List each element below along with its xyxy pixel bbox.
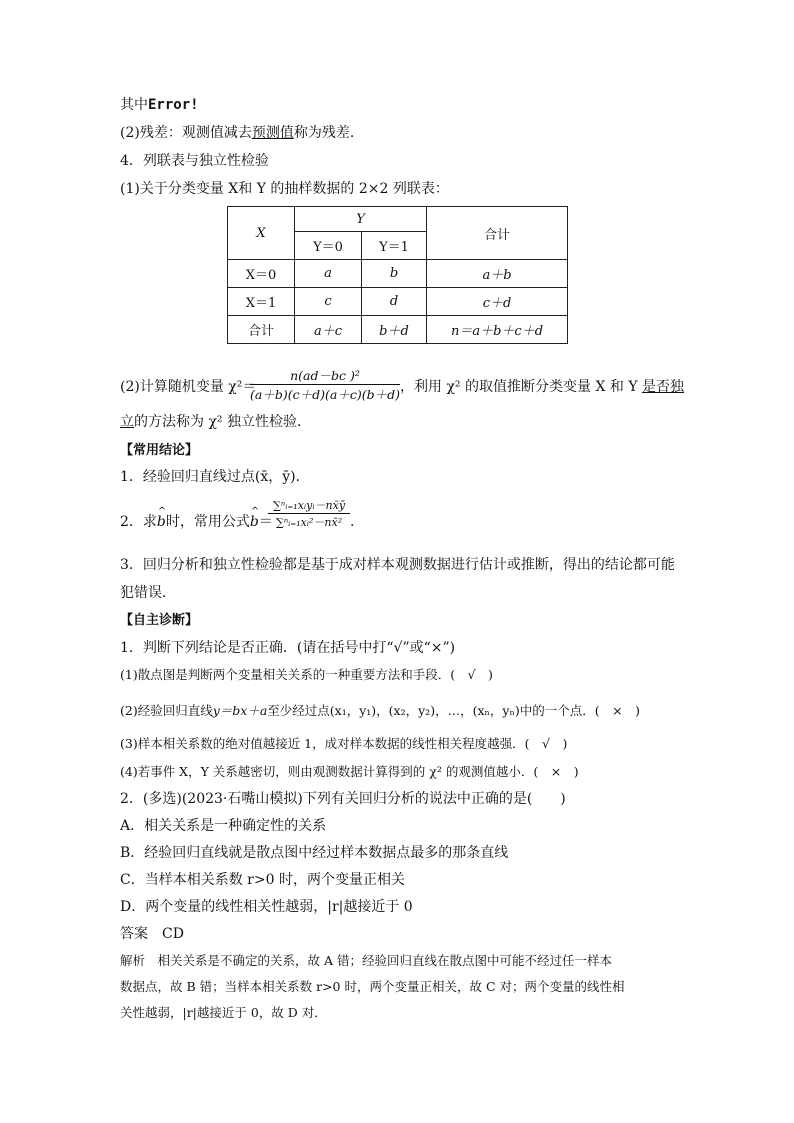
table-row: [228, 288, 568, 316]
common-item-2: [120, 512, 273, 532]
intro-line-2: [120, 123, 364, 143]
question-2: 2．(多选)(2023·石嘴山模拟)下列有关回归分析的说法中正确的是( ): [120, 791, 566, 807]
row-label: X＝1: [228, 288, 295, 316]
table-y1: Y＝1: [362, 232, 427, 260]
cell: n＝a＋b＋c＋d: [427, 316, 568, 344]
cell: a: [295, 260, 362, 288]
common-2-prefix: 2．求: [120, 514, 157, 530]
chi-square-denominator: (a＋b)(c＋d)(a＋c)(b＋d): [250, 384, 400, 403]
table-row: [228, 260, 568, 288]
cell: a＋c: [295, 316, 362, 344]
judgment-2-suffix: 至少经过点(x₁，y₁)，(x₂，y₂)，…，(xₙ，yₙ)中的一个点．( × ): [267, 703, 640, 718]
intro-line-1: [120, 95, 199, 115]
option-d: D．两个变量的线性相关性越弱，|r|越接近于 0: [120, 899, 413, 915]
table-y-header: Y: [295, 207, 427, 232]
chi-square-line-suffix: [400, 377, 684, 397]
chi-square-line-2-text: 的方法称为 χ² 独立性检验．: [134, 414, 311, 430]
chi-square-fraction: [250, 366, 400, 403]
judgment-2: [120, 701, 640, 721]
common-item-3-line-1: 3．回归分析和独立性检验都是基于成对样本观测数据进行估计或推断，得出的结论都可能: [120, 557, 675, 573]
table-y0: Y＝0: [295, 232, 362, 260]
row-label: 合计: [228, 316, 295, 344]
error-text: Error!: [148, 97, 199, 113]
chi-square-line-2: [120, 412, 311, 432]
slope-fraction: [268, 497, 350, 530]
table-corner: X: [228, 207, 295, 260]
regression-formula: y＝bx＋a: [212, 703, 268, 718]
residual-text-2: 称为残差．: [293, 125, 364, 141]
question-1: 1．判断下列结论是否正确．(请在括号中打“√”或“×”): [120, 640, 456, 656]
common-2-end: .: [350, 514, 355, 530]
chi-square-suffix: ，利用 χ² 的取值推断分类变量 X 和 Y: [400, 379, 643, 395]
chi-square-numerator: n(ad－bc )²: [290, 368, 360, 383]
judgment-1: (1)散点图是判断两个变量相关关系的一种重要方法和手段．( √ ): [120, 667, 493, 682]
cell: a＋b: [427, 260, 568, 288]
residual-text-1: (2)残差：观测值减去: [120, 125, 252, 141]
common-item-3-line-2: 犯错误．: [120, 585, 176, 601]
option-a: A．相关关系是一种确定性的关系: [120, 818, 327, 834]
common-item-1: 1．经验回归直线过点(x̄，ȳ)．: [120, 469, 310, 485]
slope-numerator: ∑ⁿᵢ₌₁xᵢyᵢ－nx̄ȳ: [272, 499, 346, 512]
option-c: C．当样本相关系数 r>0 时，两个变量正相关: [120, 872, 405, 888]
section-4-title: 4．列联表与独立性检验: [120, 153, 269, 169]
slope-denominator: ∑ⁿᵢ₌₁xᵢ²－nx̄²: [268, 513, 350, 530]
self-check-title: 【自主诊断】: [120, 613, 199, 628]
analysis-line-2: 数据点，故 B 错；当样本相关系数 r>0 时，两个变量正相关，故 C 对；两个变量的线性相: [120, 979, 625, 994]
judgment-3: (3)样本相关系数的绝对值越接近 1，成对样本数据的线性相关程度越强．( √ ): [120, 736, 568, 751]
cell: c: [295, 288, 362, 316]
chi-square-line-prefix: (2)计算随机变量 χ²＝: [120, 379, 257, 395]
table-row: [228, 316, 568, 344]
cell: d: [362, 288, 427, 316]
analysis-line-1: 解析 相关关系是不确定的关系，故 A 错；经验回归直线在散点图中可能不经过任一样本: [120, 953, 612, 968]
common-2-eq: ＝: [258, 514, 273, 530]
b-hat-2: ^ b: [250, 512, 259, 532]
chi-square-underlined: 是否独: [642, 379, 685, 395]
cell: b: [362, 260, 427, 288]
intro-prefix: 其中: [120, 97, 148, 113]
judgment-4: (4)若事件 X，Y 关系越密切，则由观测数据计算得到的 χ² 的观测值越小．( × ): [120, 764, 579, 779]
section-4-item-1: (1)关于分类变量 X和 Y 的抽样数据的 2×2 列联表：: [120, 181, 449, 197]
chi-square-underlined-2: 立: [120, 414, 134, 430]
cell: b＋d: [362, 316, 427, 344]
option-b: B．经验回归直线就是散点图中经过样本数据点最多的那条直线: [120, 845, 509, 861]
table-total-header: 合计: [427, 207, 568, 260]
contingency-table: [227, 206, 568, 344]
cell: c＋d: [427, 288, 568, 316]
judgment-2-prefix: (2)经验回归直线: [120, 703, 213, 718]
b-hat: ^ b: [157, 512, 166, 532]
analysis-line-3: 关性越弱，|r|越接近于 0，故 D 对．: [120, 1005, 327, 1020]
residual-underlined: 预测值: [251, 125, 294, 141]
answer: 答案 CD: [120, 926, 184, 942]
common-2-mid: 时，常用公式: [165, 514, 250, 530]
row-label: X＝0: [228, 260, 295, 288]
common-title: 【常用结论】: [120, 443, 199, 458]
